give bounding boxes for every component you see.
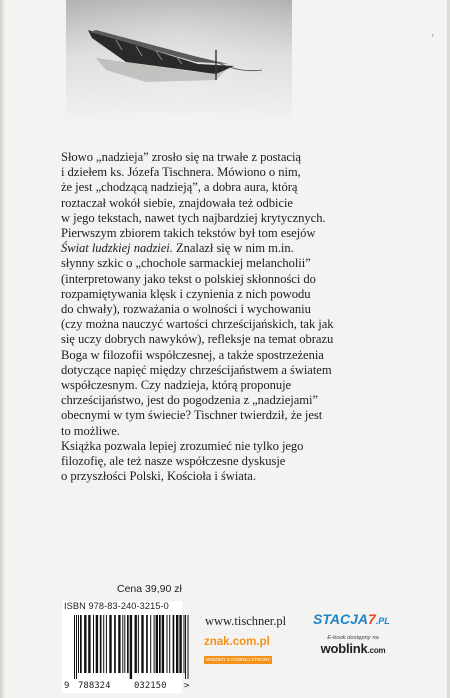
- woblink-suffix: .com: [367, 646, 386, 655]
- barcode-bar: [114, 615, 116, 673]
- blurb-line: że jest „chodzącą nadzieją”, a dobra aura, którą: [61, 180, 298, 195]
- website-url: www.tischner.pl: [205, 614, 287, 628]
- barcode-bar: [93, 615, 94, 673]
- znak-name: znak.com.pl: [204, 636, 270, 648]
- znak-tagline: WIDZIMY Z DOBREJ STRONY: [206, 657, 271, 662]
- barcode-bar: [106, 615, 107, 673]
- barcode-bar: [124, 615, 125, 673]
- barcode-bar: [159, 615, 161, 673]
- blurb-line: [61, 241, 406, 256]
- barcode-bar: [167, 615, 168, 673]
- barcode-bar: [138, 615, 139, 673]
- woblink-wordmark: [312, 641, 394, 656]
- spine-edge: [0, 0, 5, 698]
- blurb-line: i dziełem ks. Józefa Tischnera. Mówiono o nim,: [61, 165, 301, 180]
- book-title: Świat ludzkiej nadziei.: [61, 241, 173, 256]
- barcode: [72, 615, 190, 679]
- barcode-bar: [173, 615, 175, 673]
- blurb-line: to możliwe.: [61, 423, 120, 438]
- barcode-bar: [109, 615, 111, 673]
- woblink-logo: [312, 635, 394, 656]
- barcode-bar: [103, 615, 104, 673]
- barcode-bar: [88, 615, 90, 673]
- barcode-bar: [188, 615, 189, 679]
- woblink-name: woblink: [320, 641, 368, 656]
- barcode-bar: [118, 615, 120, 673]
- blurb-line: (interpretowany jako tekst o polskiej skłonności do: [61, 271, 316, 286]
- woblink-note: E-book dostępny na: [327, 635, 379, 641]
- barcode-bar: [184, 615, 185, 673]
- barcode-bar: [146, 615, 148, 673]
- barcode-right-digits: 032150: [134, 681, 167, 691]
- price-label: Cena 39,90 zł: [117, 583, 182, 595]
- isbn-label: ISBN 978-83-240-3215-0: [64, 601, 169, 611]
- barcode-bar: [169, 615, 170, 673]
- blurb-line: do chwały), rozważania o wolności i wychowaniu: [61, 302, 311, 317]
- blurb-line: dotyczące napięć między chrześcijaństwem a światem: [61, 362, 332, 377]
- barcode-bar: [100, 615, 102, 673]
- barcode-arrow: >: [184, 681, 190, 691]
- blurb-line: w jego tekstach, nawet tych najbardziej krytycznych.: [61, 210, 326, 225]
- barcode-bar: [127, 615, 129, 673]
- barcode-left-digits: 788324: [78, 681, 111, 691]
- barcode-bar: [80, 615, 82, 673]
- znak-logo: [204, 636, 290, 666]
- corner-mark: ʳ: [432, 32, 434, 41]
- barcode-bar: [74, 615, 75, 679]
- blurb-line: się uczy dobrych nawyków), refleksje na temat obrazu: [61, 332, 334, 347]
- stacja7-logo: [313, 611, 390, 627]
- barcode-bar: [122, 615, 123, 673]
- blurb-line: (czy można nauczyć wartości chrześcijańskich, tak jak: [61, 317, 334, 332]
- barcode-first-digit: 9: [64, 681, 70, 691]
- barcode-bar: [179, 615, 181, 673]
- blurb-line-rest: Znalazł się w nim m.in.: [172, 241, 294, 256]
- barcode-bar: [130, 615, 132, 679]
- blurb-line: obecnymi w tym świecie? Tischner twierdził, że jest: [61, 408, 323, 423]
- blurb-line: rozpamiętywania klęsk i czynienia z nich powodu: [61, 286, 311, 301]
- barcode-bar: [150, 615, 151, 673]
- blurb-line: filozofię, ale też nasze współczesne dyskusje: [61, 454, 286, 469]
- stacja-name: STACJA: [313, 611, 368, 627]
- blurb-line: Książka pozwala lepiej zrozumieć nie tylko jego: [61, 438, 304, 453]
- barcode-bar: [162, 615, 164, 673]
- barcode-bar: [154, 615, 155, 673]
- blurb-line: współczesnym. Czy nadzieja, którą proponuje: [61, 378, 292, 393]
- barcode-bar: [185, 615, 186, 679]
- barcode-bar: [78, 615, 79, 673]
- barcode-bar: [76, 615, 77, 679]
- barcode-bar: [135, 615, 137, 673]
- boat-photo: [66, 0, 292, 122]
- blurb-line: Słowo „nadzieja” zrosło się na trwałe z postacią: [61, 150, 301, 164]
- barcode-bar: [176, 615, 178, 673]
- blurb-line: Pierwszym zbiorem takich tekstów był tom esejów: [61, 226, 316, 241]
- barcode-bar: [84, 615, 86, 673]
- barcode-bar: [141, 615, 143, 673]
- stacja-suffix: .PL: [375, 616, 390, 626]
- blurb-line: słynny szkic o „chochole sarmackiej melancholii”: [61, 256, 311, 271]
- blurb-line: roztaczał wokół siebie, znajdowała też odbicie: [61, 195, 293, 210]
- blurb-line: Boga w filozofii współczesnej, a także spostrzeżenia: [61, 347, 324, 362]
- stacja-num: 7: [367, 611, 376, 627]
- blurb-line: o przyszłości Polski, Kościoła i świata.: [61, 469, 256, 484]
- barcode-bar: [156, 615, 158, 673]
- barcode-bar: [96, 615, 98, 673]
- blurb-text: [61, 150, 406, 484]
- blurb-line: chrześcijaństwo, jest do pogodzenia z „nadziejami”: [61, 393, 318, 408]
